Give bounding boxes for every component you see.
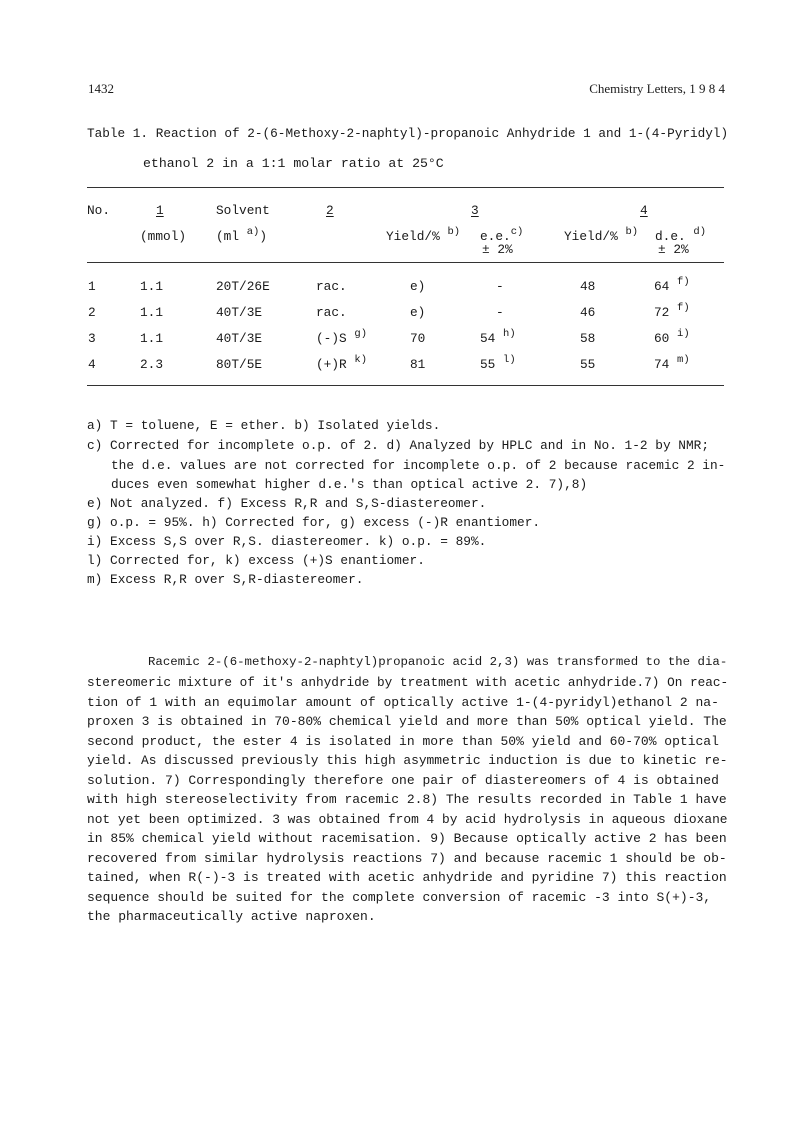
cell-amount: 1.1: [140, 305, 164, 320]
col-header-yield-3: Yield/% $^{b)}$: [386, 226, 461, 244]
cell-yield-3: 70: [410, 331, 426, 346]
cell-amount: 1.1: [140, 279, 164, 294]
cell-solvent: 20T/26E: [216, 279, 270, 294]
cell-compound-2: (-)S $^{g)}$: [316, 328, 368, 346]
table-bottom-rule: [87, 385, 724, 386]
footnote-line: a) T = toluene, E = ether. b) Isolated yields.: [87, 418, 441, 433]
cell-no: 4: [88, 357, 96, 372]
footnote-line: duces even somewhat higher d.e.'s than optical active 2. 7),8): [111, 477, 588, 492]
body-line: sequence should be suited for the complete conversion of racemic -3 into S(+)-3,: [87, 890, 712, 905]
body-line: Racemic 2-(6-methoxy-2-naphtyl)propanoic acid 2,3) was transformed to the dia-: [148, 655, 728, 669]
cell-yield-4: 58: [580, 331, 596, 346]
cell-compound-2: rac.: [316, 279, 347, 294]
col-header-compound-2: 2: [326, 203, 334, 218]
table-top-rule: [87, 187, 724, 188]
cell-ee: 55 $^{l)}$: [480, 354, 516, 372]
journal-title: Chemistry Letters, 1 9 8 4: [589, 81, 725, 96]
col-header-yield-4: Yield/% $^{b)}$: [564, 226, 639, 244]
body-line: tained, when R(-)-3 is treated with acetic anhydride and pyridine 7) this reaction: [87, 870, 727, 885]
cell-ee: 54 $^{h)}$: [480, 328, 516, 346]
cell-solvent: 40T/3E: [216, 305, 263, 320]
col-header-de: d.e. $^{d)}$: [655, 226, 707, 244]
cell-de: 72 $^{f)}$: [654, 302, 690, 320]
cell-de: 74 $^{m)}$: [654, 354, 690, 372]
footnote-line: g) o.p. = 95%. h) Corrected for, g) excess (-)R enantiomer.: [87, 515, 541, 530]
cell-no: 2: [88, 305, 96, 320]
cell-no: 3: [88, 331, 96, 346]
col-header-compound-1: 1: [156, 203, 164, 218]
cell-amount: 2.3: [140, 357, 164, 372]
col-header-no: No.: [87, 203, 111, 218]
cell-yield-3: 81: [410, 357, 426, 372]
cell-yield-4: 48: [580, 279, 596, 294]
body-line: tion of 1 with an equimolar amount of optically active 1-(4-pyridyl)ethanol 2 na-: [87, 695, 719, 710]
col-header-solvent-unit: (ml $^{a)}$): [216, 226, 268, 244]
col-header-compound-3: 3: [471, 203, 479, 218]
cell-yield-4: 55: [580, 357, 596, 372]
col-header-solvent: Solvent: [216, 203, 270, 218]
body-line: proxen 3 is obtained in 70-80% chemical yield and more than 50% optical yield. The: [87, 714, 727, 729]
cell-yield-3: e): [410, 305, 426, 320]
cell-solvent: 40T/3E: [216, 331, 263, 346]
col-header-de-error: ± 2%: [658, 242, 689, 257]
cell-no: 1: [88, 279, 96, 294]
table-header-rule: [87, 262, 724, 263]
body-line: not yet been optimized. 3 was obtained from 4 by acid hydrolysis in aqueous dioxane: [87, 812, 728, 827]
footnote-line: the d.e. values are not corrected for incomplete o.p. of 2 because racemic 2 in-: [111, 458, 726, 473]
footnote-line: c) Corrected for incomplete o.p. of 2. d) Analyzed by HPLC and in No. 1-2 by NMR;: [87, 438, 710, 453]
cell-de: 64 $^{f)}$: [654, 276, 690, 294]
footnote-line: l) Corrected for, k) excess (+)S enantiomer.: [87, 553, 425, 568]
body-line: solution. 7) Correspondingly therefore one pair of diastereomers of 4 is obtained: [87, 773, 719, 788]
col-header-ee: e.e.$^{c)}$: [480, 226, 524, 244]
footnote-line: i) Excess S,S over R,S. diastereomer. k) o.p. = 89%.: [87, 534, 487, 549]
cell-ee: -: [496, 305, 504, 320]
footnote-line: m) Excess R,R over S,R-diastereomer.: [87, 572, 364, 587]
body-line: stereomeric mixture of it's anhydride by treatment with acetic anhydride.7) On reac-: [87, 675, 729, 690]
table-caption-line-1: Table 1. Reaction of 2-(6-Methoxy-2-naphtyl)-propanoic Anhydride 1 and 1-(4-Pyridyl): [87, 126, 729, 141]
table-caption-line-2: ethanol 2 in a 1:1 molar ratio at 25°C: [143, 156, 444, 171]
body-line: second product, the ester 4 is isolated in more than 50% yield and 60-70% optical: [87, 734, 719, 749]
cell-ee: -: [496, 279, 504, 294]
cell-solvent: 80T/5E: [216, 357, 263, 372]
body-line: recovered from similar hydrolysis reactions 7) and because racemic 1 should be ob-: [87, 851, 727, 866]
cell-yield-4: 46: [580, 305, 596, 320]
col-header-mmol: (mmol): [140, 229, 187, 244]
body-line: yield. As discussed previously this high asymmetric induction is due to kinetic re-: [87, 753, 728, 768]
body-line: the pharmaceutically active naproxen.: [87, 909, 376, 924]
cell-compound-2: (+)R $^{k)}$: [316, 354, 368, 372]
body-line: with high stereoselectivity from racemic 2.8) The results recorded in Table 1 have: [87, 792, 727, 807]
cell-yield-3: e): [410, 279, 426, 294]
cell-amount: 1.1: [140, 331, 164, 346]
cell-compound-2: rac.: [316, 305, 347, 320]
body-line: in 85% chemical yield without racemisation. 9) Because optically active 2 has been: [87, 831, 727, 846]
col-header-compound-4: 4: [640, 203, 648, 218]
footnote-line: e) Not analyzed. f) Excess R,R and S,S-diastereomer.: [87, 496, 487, 511]
page-number: 1432: [88, 81, 114, 96]
col-header-ee-error: ± 2%: [482, 242, 513, 257]
cell-de: 60 $^{i)}$: [654, 328, 690, 346]
